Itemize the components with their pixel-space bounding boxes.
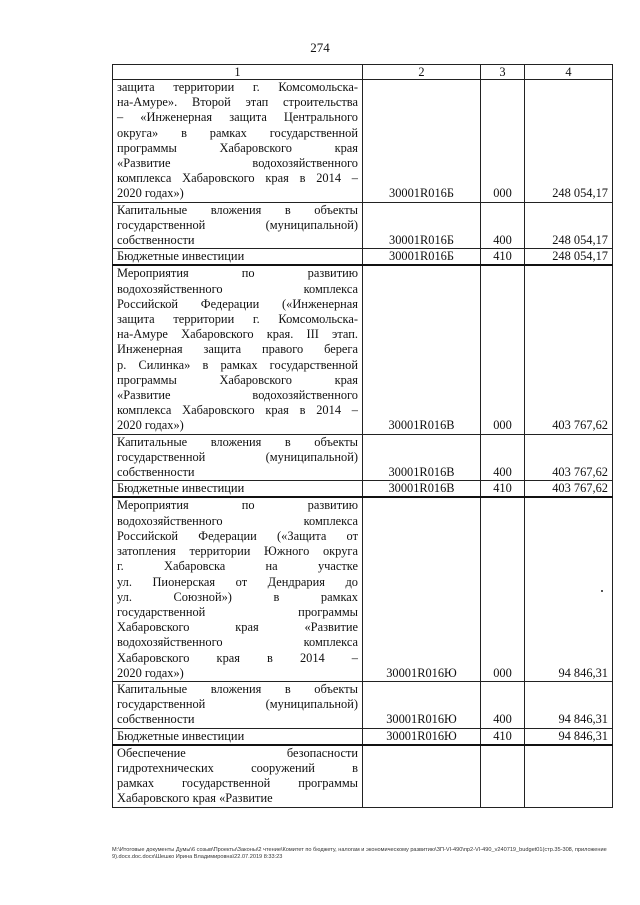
table-body <box>113 80 613 808</box>
row-name <box>113 249 363 266</box>
table-row <box>113 434 613 481</box>
row-code: 30001R016В <box>363 434 481 481</box>
row-code: 30001R016Б <box>363 80 481 203</box>
row-name-line: 2020 годах») <box>117 418 184 433</box>
row-name-line: 2020 годах») <box>117 665 184 680</box>
row-amount: 248 054,17 <box>525 249 613 266</box>
row-name-line: на-Амуре Хабаровского края. III этап. <box>117 327 358 342</box>
row-code: 30001R016В <box>363 265 481 434</box>
table-row <box>113 745 613 807</box>
row-expense-type: 410 <box>481 249 525 266</box>
row-expense-type: 400 <box>481 202 525 249</box>
row-amount <box>525 745 613 807</box>
row-code: 30001R016Б <box>363 249 481 266</box>
row-name-line: государственной (муниципальной) <box>117 449 358 464</box>
row-name-line: государственной (муниципальной) <box>117 217 358 232</box>
header-col-4: 4 <box>525 65 613 80</box>
row-name-line: гидротехнических сооружений в <box>117 760 358 775</box>
row-amount: 94 846,31 <box>525 681 613 728</box>
header-col-3: 3 <box>481 65 525 80</box>
row-name-line: Капитальные вложения в объекты <box>117 434 358 449</box>
row-name-line: Бюджетные инвестиции <box>117 728 245 743</box>
row-expense-type: 000 <box>481 265 525 434</box>
table-row <box>113 249 613 266</box>
row-name-line: водохозяйственного комплекса <box>117 513 358 528</box>
row-name-line: «Развитие водохозяйственного <box>117 156 358 171</box>
row-name <box>113 265 363 434</box>
row-name-line: ул. Союзной») в рамках <box>117 589 358 604</box>
row-expense-type: 400 <box>481 681 525 728</box>
row-amount: 403 767,62 <box>525 481 613 498</box>
row-name-line: комплекса Хабаровского края в 2014 – <box>117 403 358 418</box>
row-name-line: водохозяйственного комплекса <box>117 635 358 650</box>
row-amount: 403 767,62 <box>525 265 613 434</box>
row-expense-type <box>481 745 525 807</box>
row-name <box>113 434 363 481</box>
row-expense-type: 410 <box>481 728 525 745</box>
row-name <box>113 481 363 498</box>
file-path-footer: M:\Итоговые документы Думы\6 созыв\Проекты\Законы\2 чтение\Комитет по бюджету, налогам и экономическому развитию\ЗП-VI-490\пр2-VI-490_v240719_budget01(стр.35-308, приложение 9).docx.doc.docx\Шешко Ирина Владимировна\22.07.2019 8:33:23 <box>112 847 607 861</box>
row-name-line: на-Амуре». Второй этап строительства <box>117 95 358 110</box>
row-name-line: Российской Федерации («Защита от <box>117 528 358 543</box>
row-name-line: рамках государственной программы <box>117 776 358 791</box>
row-code: 30001R016Ю <box>363 497 481 681</box>
row-amount: 248 054,17 <box>525 202 613 249</box>
table-row <box>113 497 613 681</box>
row-name-line: Капитальные вложения в объекты <box>117 681 358 696</box>
row-name-line: округа» в рамках государственной <box>117 125 358 140</box>
row-expense-type: 000 <box>481 80 525 203</box>
table-header-row <box>113 65 613 80</box>
row-name-line: государственной (муниципальной) <box>117 697 358 712</box>
row-name <box>113 497 363 681</box>
table-row <box>113 202 613 249</box>
row-name-line: программы Хабаровского края <box>117 140 358 155</box>
table-row <box>113 80 613 203</box>
row-name-line: «Развитие водохозяйственного <box>117 388 358 403</box>
row-name-line: ул. Пионерская от Дендрария до <box>117 574 358 589</box>
row-name <box>113 728 363 745</box>
row-name <box>113 681 363 728</box>
scan-speck <box>601 590 603 592</box>
table-row <box>113 728 613 745</box>
row-name-line: затопления территории Южного округа <box>117 544 358 559</box>
row-amount: 94 846,31 <box>525 728 613 745</box>
row-name-line: Мероприятия по развитию <box>117 498 358 513</box>
row-name-line: 2020 годах») <box>117 186 184 201</box>
row-name <box>113 80 363 203</box>
header-col-2: 2 <box>363 65 481 80</box>
row-expense-type: 000 <box>481 497 525 681</box>
row-amount: 403 767,62 <box>525 434 613 481</box>
row-name-line: защита территории г. Комсомольска- <box>117 312 358 327</box>
row-code <box>363 745 481 807</box>
page-number: 274 <box>310 40 330 55</box>
row-name-line: Хабаровского края «Развитие <box>117 620 358 635</box>
row-name-line: Инженерная защита правого берега <box>117 342 358 357</box>
row-name <box>113 745 363 807</box>
row-name-line: защита территории г. Комсомольска- <box>117 80 358 94</box>
row-name-line: водохозяйственного комплекса <box>117 281 358 296</box>
row-code: 30001R016В <box>363 481 481 498</box>
row-amount: 94 846,31 <box>525 497 613 681</box>
row-name-line: программы Хабаровского края <box>117 372 358 387</box>
row-name-line: – «Инженерная защита Центрального <box>117 110 358 125</box>
row-amount: 248 054,17 <box>525 80 613 203</box>
row-name-line: собственности <box>117 233 195 248</box>
table-row <box>113 681 613 728</box>
row-name-line: Бюджетные инвестиции <box>117 249 245 264</box>
table-row <box>113 265 613 434</box>
row-code: 30001R016Б <box>363 202 481 249</box>
row-name-line: р. Силинка» в рамках государственной <box>117 357 358 372</box>
budget-table <box>112 64 613 808</box>
row-name-line: собственности <box>117 712 195 727</box>
row-name-line: Обеспечение безопасности <box>117 745 358 760</box>
row-name-line: Бюджетные инвестиции <box>117 481 245 496</box>
row-name-line: Хабаровского края «Развитие <box>117 791 273 806</box>
row-code: 30001R016Ю <box>363 728 481 745</box>
row-name-line: собственности <box>117 465 195 480</box>
row-name <box>113 202 363 249</box>
row-expense-type: 400 <box>481 434 525 481</box>
row-name-line: Хабаровского края в 2014 – <box>117 650 358 665</box>
row-name-line: Капитальные вложения в объекты <box>117 202 358 217</box>
row-name-line: Мероприятия по развитию <box>117 266 358 281</box>
header-col-1: 1 <box>113 65 363 80</box>
row-expense-type: 410 <box>481 481 525 498</box>
row-name-line: Российской Федерации («Инженерная <box>117 296 358 311</box>
table-row <box>113 481 613 498</box>
row-name-line: государственной программы <box>117 604 358 619</box>
row-name-line: г. Хабаровска на участке <box>117 559 358 574</box>
row-code: 30001R016Ю <box>363 681 481 728</box>
row-name-line: комплекса Хабаровского края в 2014 – <box>117 171 358 186</box>
